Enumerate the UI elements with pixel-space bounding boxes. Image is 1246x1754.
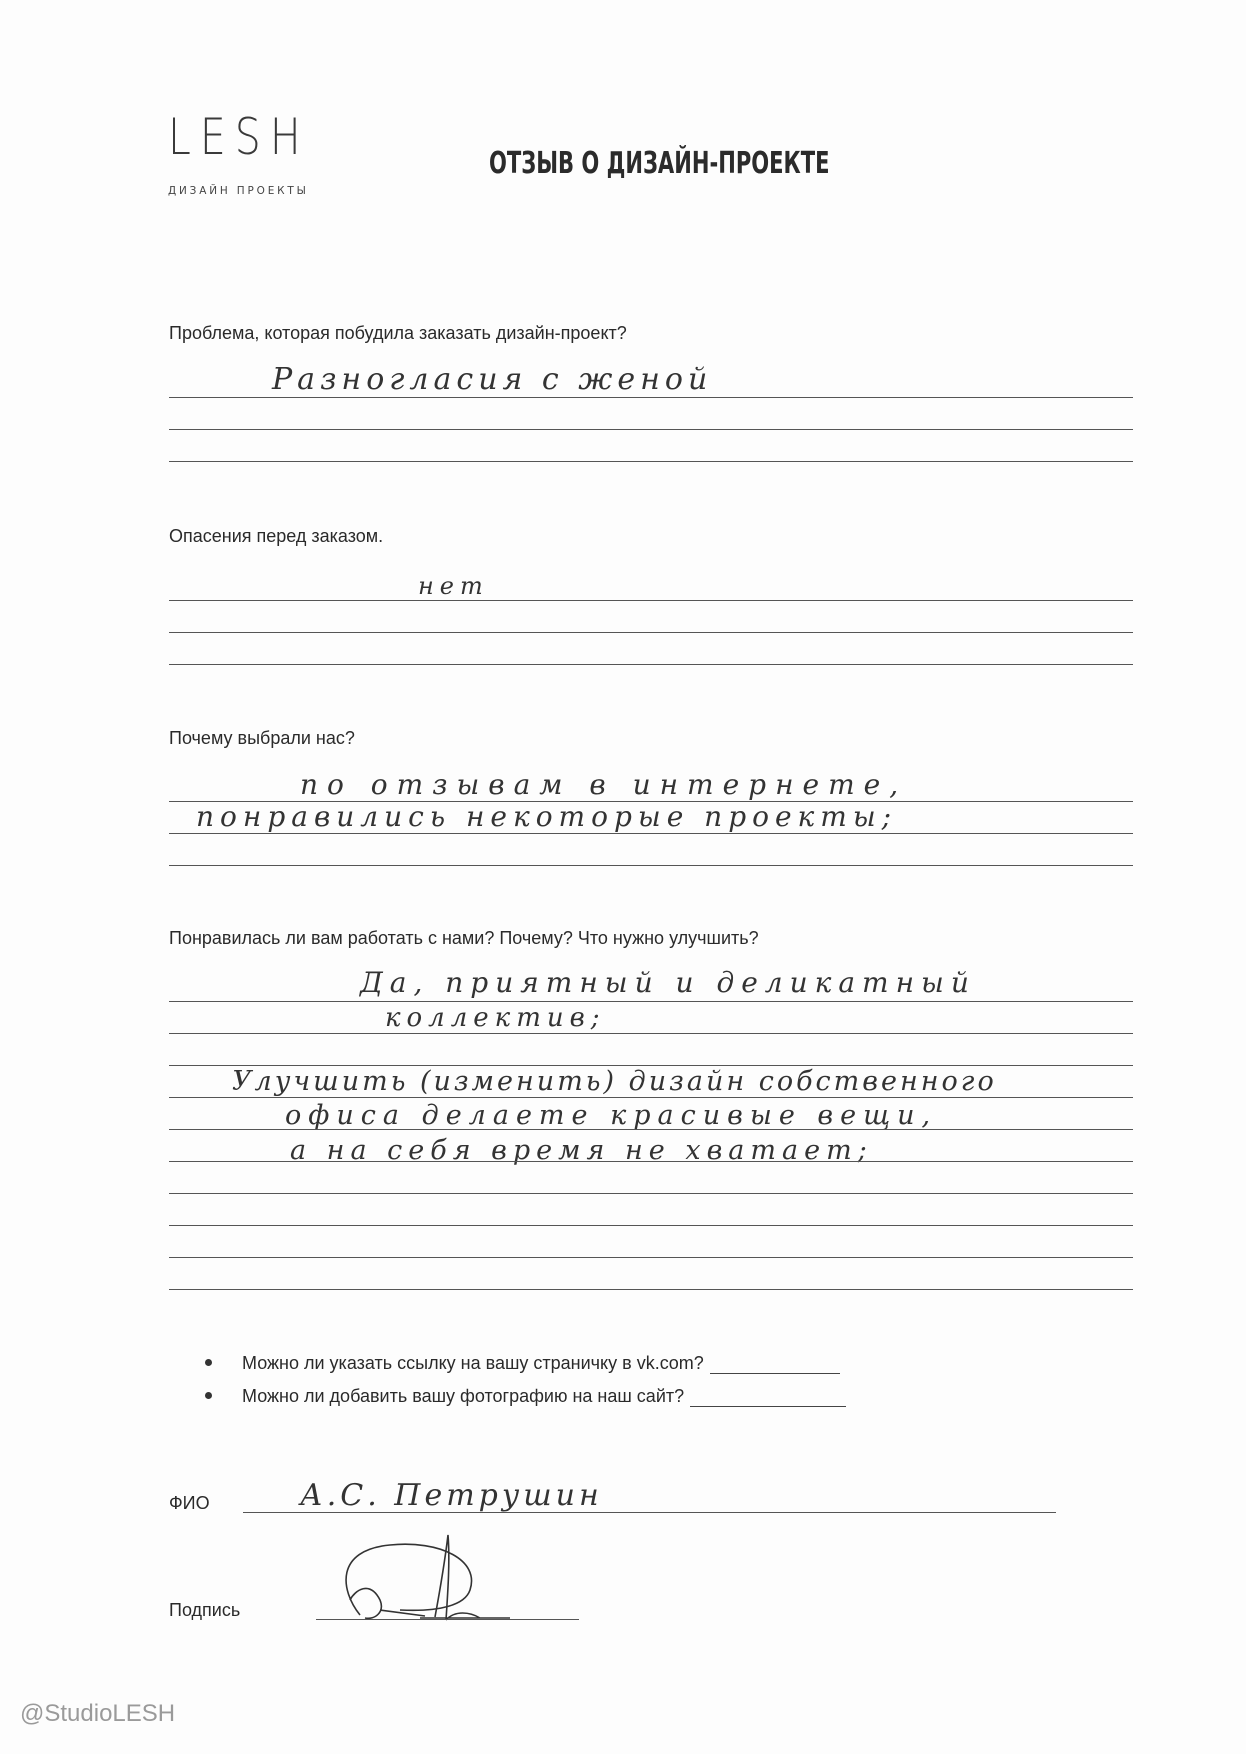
answer-rule bbox=[169, 600, 1133, 601]
answer-problem-line-1: Разногласия с женой bbox=[272, 362, 713, 397]
question-problem: Проблема, которая побудила заказать дизайн-проект? bbox=[169, 323, 627, 343]
answer-rule bbox=[169, 1289, 1133, 1290]
fio-rule bbox=[243, 1512, 1056, 1513]
logo-subtitle: ДИЗАЙН ПРОЕКТЫ bbox=[168, 184, 309, 197]
answer-rule bbox=[169, 664, 1133, 665]
question-why-us: Почему выбрали нас? bbox=[169, 728, 355, 748]
bullet-vk-text: Можно ли указать ссылку на вашу страничку в vk.com? bbox=[242, 1353, 704, 1373]
bullet-vk-link bbox=[205, 1353, 840, 1374]
answer-rule bbox=[169, 1033, 1133, 1034]
bullet-photo-text: Можно ли добавить вашу фотографию на наш сайт? bbox=[242, 1386, 685, 1406]
answer-rule bbox=[169, 833, 1133, 834]
answer-rule bbox=[169, 1193, 1133, 1194]
bullet-dot-icon bbox=[205, 1392, 212, 1399]
answer-rule bbox=[169, 1001, 1133, 1002]
answer-feedback-line-4: офиса делаете красивые вещи, bbox=[285, 1100, 938, 1131]
watermark: @StudioLESH bbox=[20, 1700, 176, 1727]
signature-label: Подпись bbox=[169, 1600, 241, 1620]
answer-why-us-line-2: понравились некоторые проекты; bbox=[196, 800, 898, 833]
answer-feedback-line-1: Да, приятный и деликатный bbox=[360, 966, 976, 999]
bullet-dot-icon bbox=[205, 1359, 212, 1366]
lesh-logo bbox=[168, 108, 341, 197]
answer-rule bbox=[169, 429, 1133, 430]
answer-feedback-line-5: а на себя время не хватает; bbox=[290, 1135, 873, 1166]
fio-value: А.С. Петрушин bbox=[300, 1478, 603, 1513]
answer-rule bbox=[169, 865, 1133, 866]
question-concerns: Опасения перед заказом. bbox=[169, 526, 384, 546]
answer-rule bbox=[169, 1097, 1133, 1098]
answer-rule bbox=[169, 397, 1133, 398]
answer-feedback-line-3: Улучшить (изменить) дизайн собственного bbox=[232, 1066, 997, 1097]
answer-why-us-line-1: по отзывам в интернете, bbox=[300, 768, 908, 801]
answer-rule bbox=[169, 1161, 1133, 1162]
answer-rule bbox=[169, 461, 1133, 462]
form-title: ОТЗЫВ О ДИЗАЙН-ПРОЕКТЕ bbox=[489, 146, 830, 181]
logo-word: LESH bbox=[168, 108, 310, 166]
answer-rule bbox=[169, 1225, 1133, 1226]
signature-drawing bbox=[330, 1520, 550, 1630]
bullet-photo bbox=[205, 1386, 846, 1407]
photo-answer-blank[interactable] bbox=[690, 1390, 846, 1407]
fio-label: ФИО bbox=[169, 1493, 210, 1513]
answer-rule bbox=[169, 632, 1133, 633]
answer-rule bbox=[169, 1257, 1133, 1258]
vk-answer-blank[interactable] bbox=[710, 1357, 840, 1374]
question-feedback: Понравилась ли вам работать с нами? Почему? Что нужно улучшить? bbox=[169, 928, 759, 948]
answer-feedback-line-2: коллектив; bbox=[385, 1003, 606, 1033]
answer-rule bbox=[169, 1129, 1133, 1130]
signature-rule bbox=[316, 1619, 579, 1620]
answer-concerns-line-1: нет bbox=[418, 572, 489, 600]
